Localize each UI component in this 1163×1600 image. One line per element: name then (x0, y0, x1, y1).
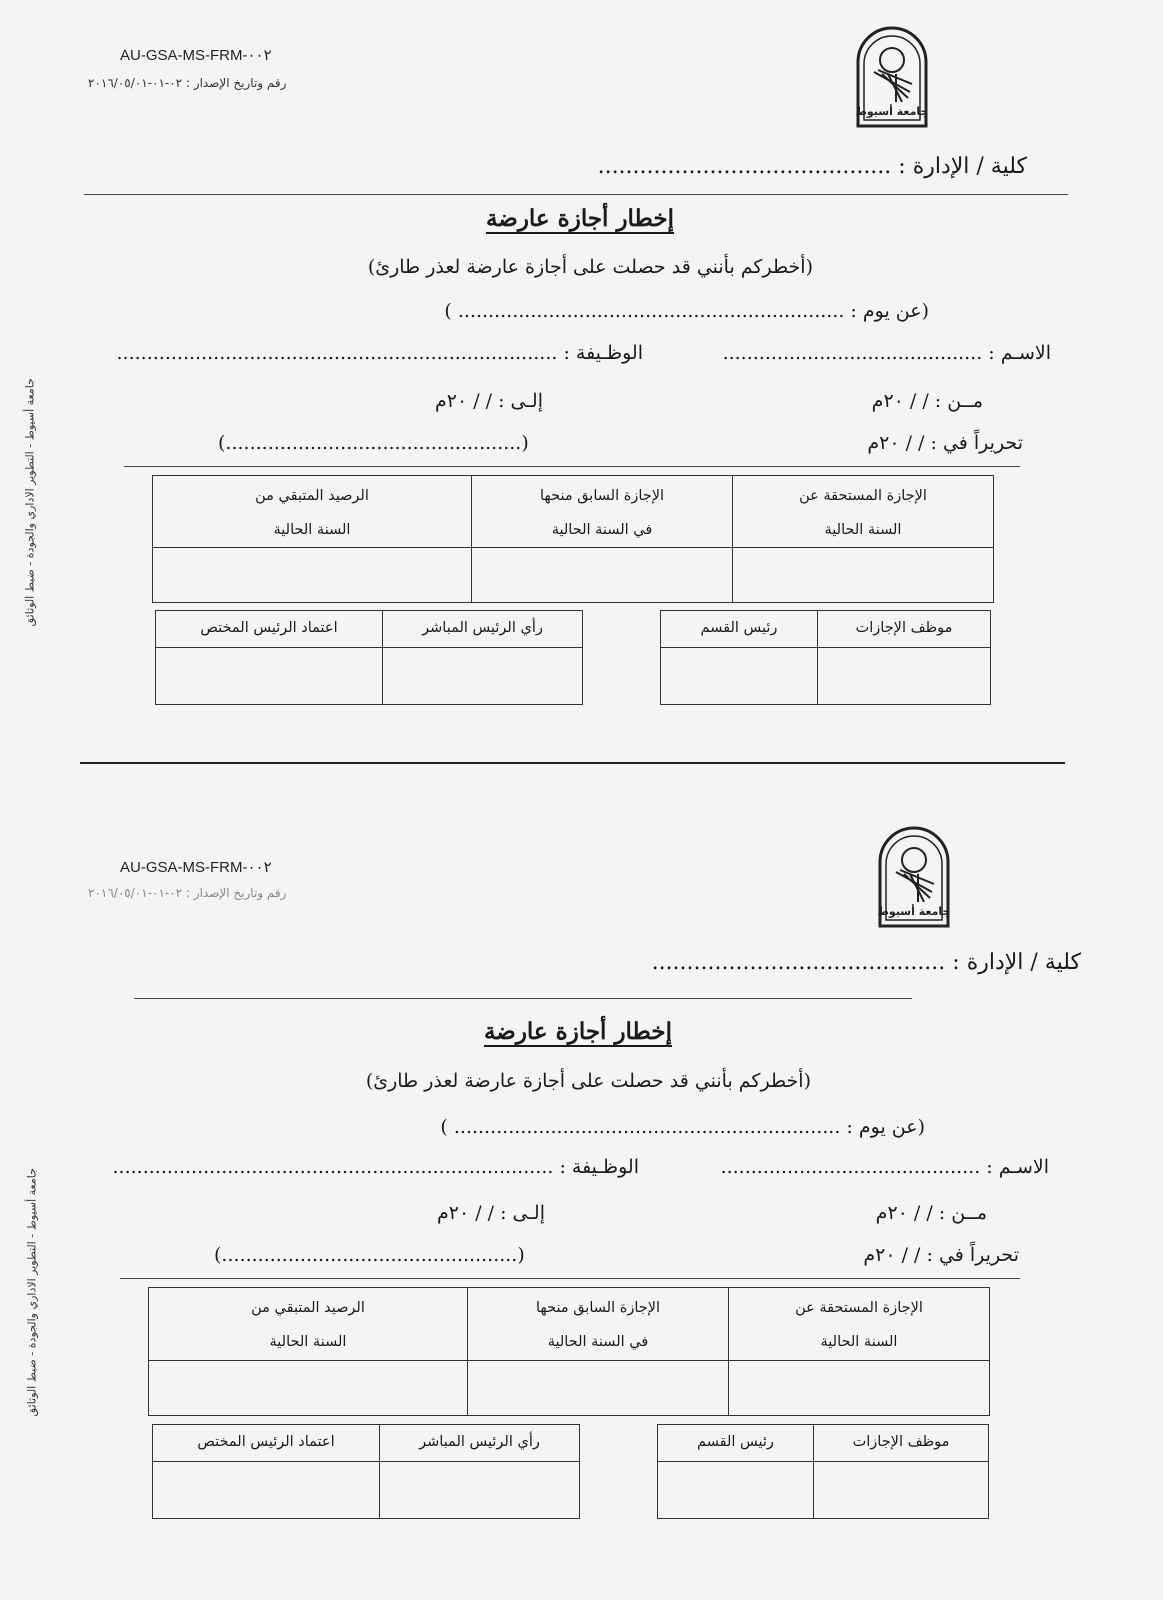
header-line: الإجازة المستحقة عن (799, 488, 927, 504)
written-blank: (.................................................) (218, 432, 529, 454)
header-line: السنة الحالية (824, 522, 902, 538)
header-line: السنة الحالية (820, 1334, 898, 1350)
balance-cell-header (148, 1287, 468, 1361)
day-field: (عن يوم : ................................................................ ) (440, 1116, 925, 1138)
signature-cell[interactable] (813, 1461, 989, 1519)
faculty-field: كلية / الإدارة : .......................................... (597, 154, 1027, 179)
job-field: الوظـيفة : ......................................................................... (112, 1156, 639, 1178)
issue-info: رقم وتاريخ الإصدار : ٠٢-٠١-٢٠١٦/٠٥/٠١ (88, 76, 287, 90)
form-title: إخطار أجازة عارضة (483, 1018, 673, 1045)
divider (120, 1278, 1020, 1279)
university-logo (874, 822, 954, 930)
form-code: AU-GSA-MS-FRM-٠٠٢ (120, 859, 272, 876)
balance-cell-header (467, 1287, 729, 1361)
balance-cell-value[interactable] (467, 1360, 729, 1416)
approval-header: موظف الإجازات (813, 1424, 989, 1462)
approval-header: اعتماد الرئيس المختص (152, 1424, 380, 1462)
form-title: إخطار أجازة عارضة (485, 205, 675, 232)
header-line: السنة الحالية (269, 1334, 347, 1350)
approval-header: رئيس القسم (660, 610, 818, 648)
form-code: AU-GSA-MS-FRM-٠٠٢ (120, 47, 272, 64)
approval-header: اعتماد الرئيس المختص (155, 610, 383, 648)
name-field: الاسـم : ........................................... (722, 342, 1051, 364)
job-field: الوظـيفة : ......................................................................... (116, 342, 643, 364)
header-line: في السنة الحالية (547, 1334, 649, 1350)
header-line: الإجازة السابق منحها (539, 488, 665, 504)
from-date-field: مــن : / / ٢٠م (871, 390, 983, 412)
balance-cell-header (728, 1287, 990, 1361)
day-field: (عن يوم : ................................................................ ) (444, 300, 929, 322)
written-blank: (.................................................) (214, 1244, 525, 1266)
approval-header: رئيس القسم (657, 1424, 814, 1462)
divider (134, 998, 912, 999)
header-line: الرصيد المتبقي من (251, 1300, 365, 1316)
header-line: في السنة الحالية (551, 522, 653, 538)
approval-header: موظف الإجازات (817, 610, 991, 648)
approval-header: رأي الرئيس المباشر (379, 1424, 580, 1462)
faculty-field: كلية / الإدارة : .......................................... (651, 950, 1081, 975)
to-date-field: إلـى : / / ٢٠م (436, 1202, 545, 1224)
name-field: الاسـم : ........................................... (720, 1156, 1049, 1178)
written-date-field: تحريراً في : / / ٢٠م (867, 432, 1023, 454)
issue-info: رقم وتاريخ الإصدار : ٠٢-٠١-٢٠١٦/٠٥/٠١ (88, 886, 287, 900)
approval-header: رأي الرئيس المباشر (382, 610, 583, 648)
side-text: جامعة أسيوط - التطوير الاداري والجودة - ضبط الوثائق (23, 378, 37, 627)
balance-cell-value[interactable] (728, 1360, 990, 1416)
header-line: الرصيد المتبقي من (255, 488, 369, 504)
logo-text: جامعة أسيوط (877, 905, 951, 918)
header-line: الإجازة السابق منحها (535, 1300, 661, 1316)
intro-text: (أخطركم بأنني قد حصلت على أجازة عارضة لعذر طارئ) (365, 1070, 811, 1092)
to-date-field: إلـى : / / ٢٠م (434, 390, 543, 412)
side-text: جامعة أسيوط - التطوير الاداري والجودة - ضبط الوثائق (25, 1168, 39, 1417)
header-line: الإجازة المستحقة عن (795, 1300, 923, 1316)
header-line: السنة الحالية (273, 522, 351, 538)
from-date-field: مــن : / / ٢٠م (875, 1202, 987, 1224)
logo-text: جامعة أسيوط (855, 105, 929, 118)
intro-text: (أخطركم بأنني قد حصلت على أجازة عارضة لعذر طارئ) (367, 256, 813, 278)
signature-cell[interactable] (152, 1461, 380, 1519)
signature-cell[interactable] (379, 1461, 580, 1519)
balance-cell-value[interactable] (148, 1360, 468, 1416)
signature-cell[interactable] (657, 1461, 814, 1519)
written-date-field: تحريراً في : / / ٢٠م (863, 1244, 1019, 1266)
